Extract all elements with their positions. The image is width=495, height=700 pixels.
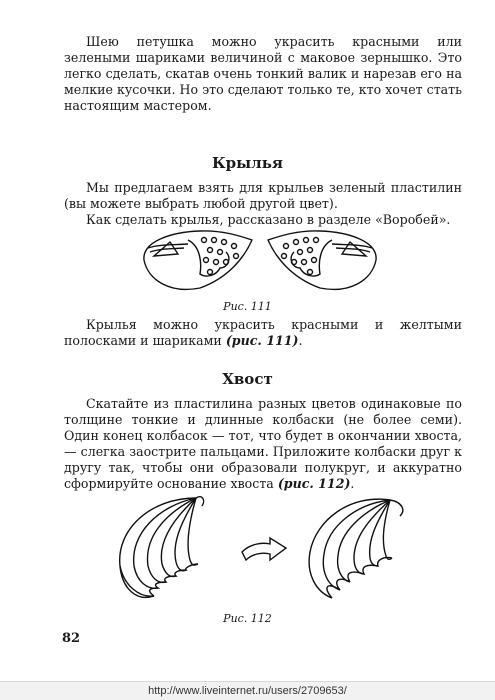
- tail-paragraph-end: .: [350, 476, 355, 491]
- tail-finished-right: [309, 499, 403, 598]
- figure-111-caption: Рис. 111: [223, 300, 272, 313]
- tail-heading: Хвост: [222, 370, 273, 388]
- tail-illustration: [110, 490, 410, 605]
- intro-paragraph: Шею петушка можно украсить красными или зелеными шариками величиной с маковое зернышко. Это легко сделать, скатав очень тонкий валик и нарезав его на мелкие кусочки. Но это сделают только те, кто хочет стать настоящим мастером.: [64, 34, 462, 113]
- wings-illustration: [140, 228, 380, 296]
- wings-decoration-end: .: [298, 333, 303, 348]
- left-wing-shape: [144, 231, 252, 290]
- page-number: 82: [62, 631, 81, 646]
- tail-paragraph-text: Скатайте из пластилина разных цветов одинаковые по толщине тонкие и длинные колбаски (не более семи). Один конец колбасок — тот, что будет в окончании хвоста,— слегка заострите пальцами. Приложите колбаски друг к другу так, чтобы они образовали полукруг, и аккуратно сформируйте основание хвоста: [64, 396, 462, 491]
- wings-heading: Крылья: [211, 154, 283, 172]
- arrow-icon: [242, 538, 286, 560]
- figure-112-caption: Рис. 112: [223, 612, 272, 625]
- source-watermark: http://www.liveinternet.ru/users/2709653/: [0, 681, 495, 700]
- tail-coils-left: [120, 497, 204, 598]
- wings-paragraph-2: Как сделать крылья, рассказано в разделе «Воробей».: [86, 212, 451, 227]
- figure-111-reference: (рис. 111): [225, 333, 299, 348]
- figure-112-reference: (рис. 112): [277, 476, 351, 491]
- right-wing-shape: [268, 231, 376, 290]
- wings-decoration-paragraph: [64, 317, 462, 349]
- wings-paragraph-1: Мы предлагаем взять для крыльев зеленый пластилин (вы можете выбрать любой другой цвет).: [64, 180, 462, 211]
- wings-decoration-text: Крылья можно украсить красными и желтыми полосками и шариками: [64, 317, 462, 348]
- tail-paragraph: [64, 396, 462, 492]
